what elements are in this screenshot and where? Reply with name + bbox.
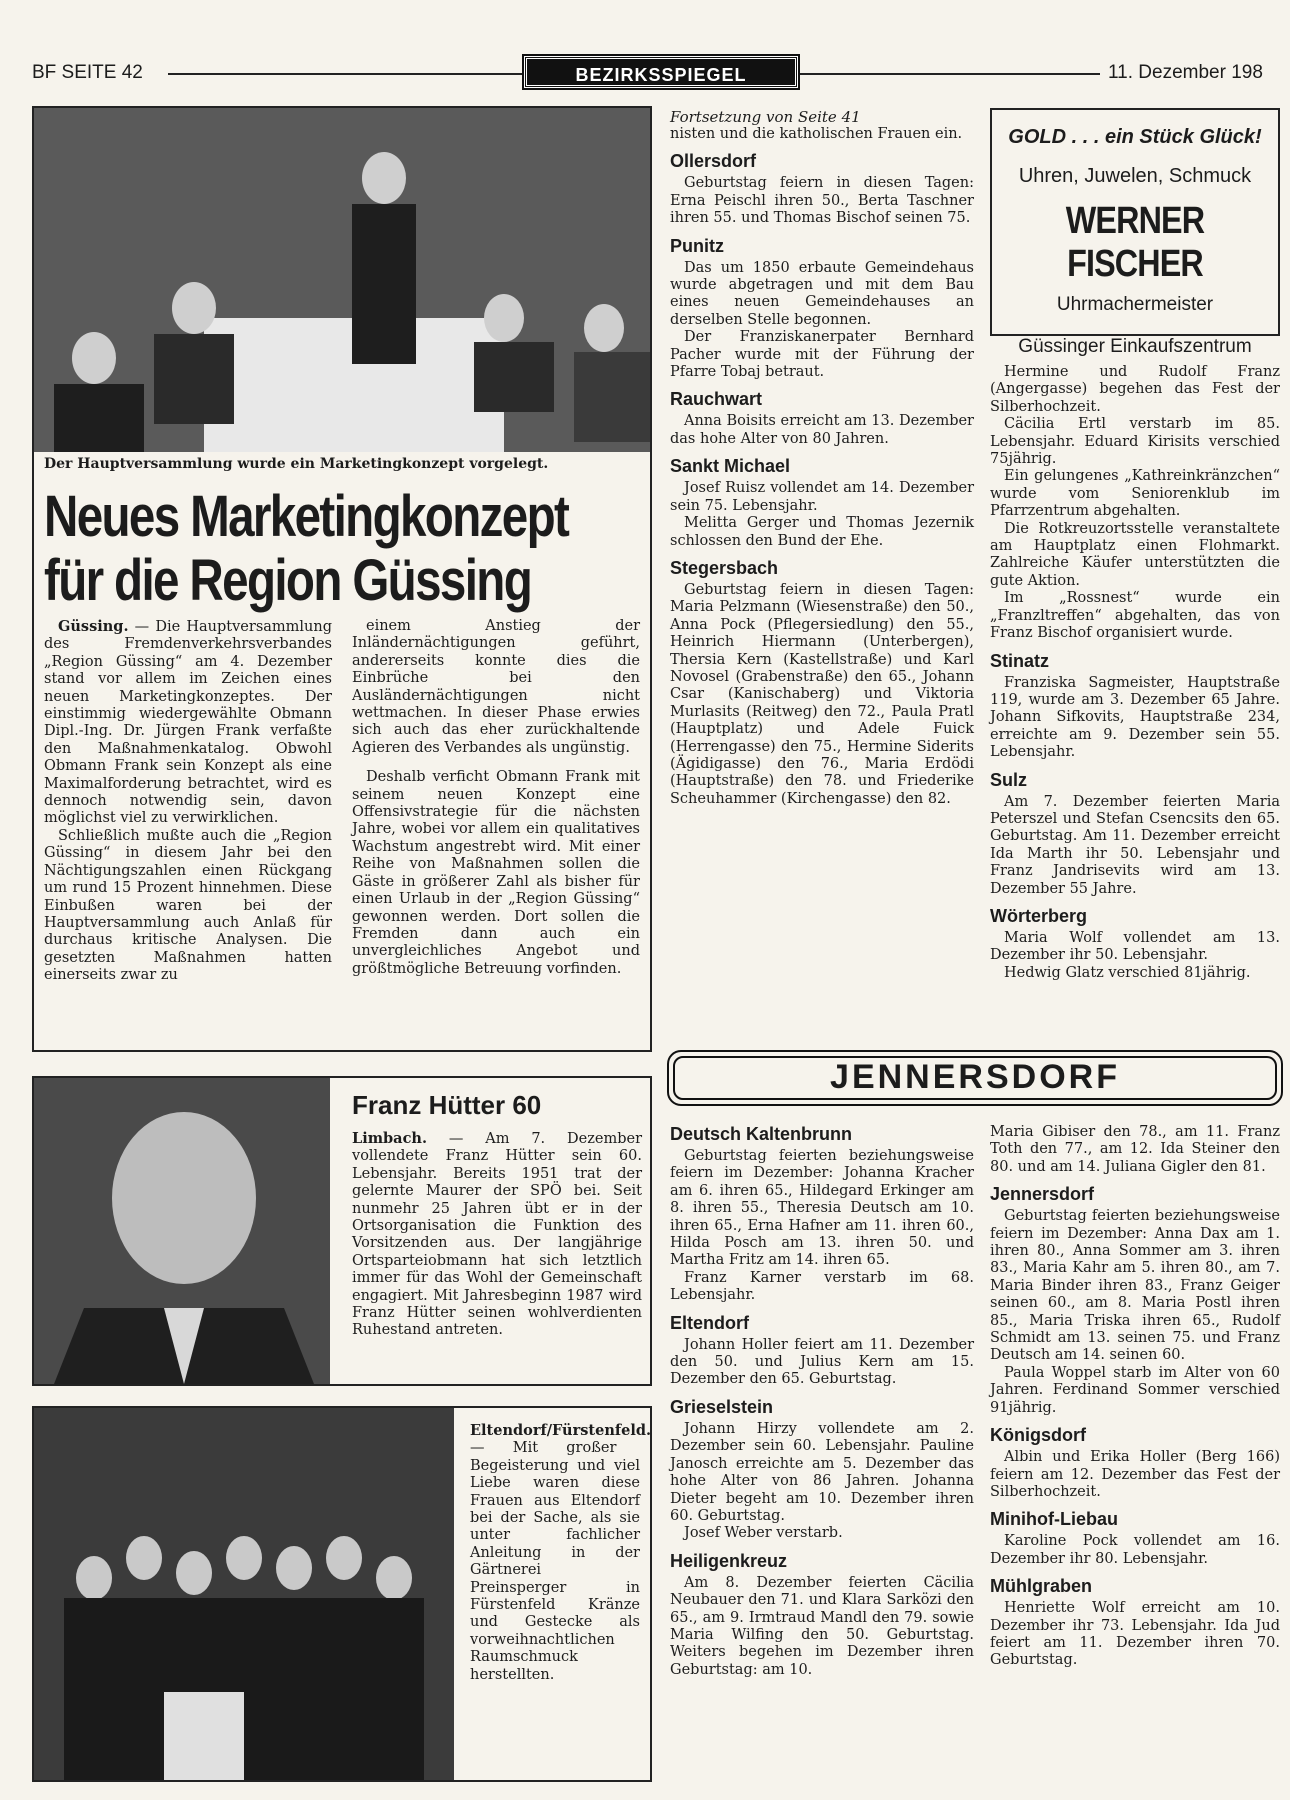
women-group-photo	[34, 1408, 454, 1780]
paragraph: Geburtstag feiern in diesen Tagen: Erna Peischl ihren 50., Berta Taschner ihren 55. und Thomas Bischof seinen 75.	[670, 175, 974, 227]
huetter-text	[352, 1130, 642, 1340]
section-title: Rauchwart	[670, 389, 763, 410]
paragraph: Geburtstag feierten beziehungsweise feiern im Dezember: Anna Dax am 1. ihren 80., Anna Sommer am 3. ihren 83., Maria Kahr am 5. ihren 80., am 7. Maria Binder ihren 83., Franz Geiger seinen 60., am 8. Maria Postl ihren 85., Maria Triska ihren 65., Rudolf Schmidt am 13. seinen 75. und Franz Deutsch am 14. seinen 60.	[990, 1208, 1280, 1364]
ad-location: Güssinger Einkaufszentrum	[1018, 336, 1252, 357]
group-illustration	[34, 1408, 454, 1780]
header-rule-left	[168, 73, 522, 75]
paragraph: Melitta Gerger und Thomas Jezernik schlossen den Bund der Ehe.	[670, 515, 974, 549]
paragraph: Anna Boisits erreicht am 13. Dezember das hohe Alter von 80 Jahren.	[670, 413, 974, 447]
eltendorf-caption	[470, 1422, 652, 1684]
paragraph: Ein gelungenes „Kathreinkränzchen“ wurde vom Seniorenklub im Pfarrzentrum abgehalten.	[990, 468, 1280, 520]
paragraph: Am 8. Dezember feierten Cäcilia Neubauer den 71. und Klara Sarközi den 65., am 9. Irmtraud Mandl den 79. sowie Maria Wilfing den 50. Geburtstag. Weiters begehen im Dezember ihren Geburtstag: am 10.	[670, 1574, 974, 1678]
section-title: Stinatz	[990, 650, 1050, 671]
paragraph: Franz Karner verstarb im 68. Lebensjahr.	[670, 1269, 974, 1304]
paragraph: Der Franziskanerpater Bernhard Pacher wurde mit der Führung der Pfarre Tobaj betraut.	[670, 329, 974, 381]
right-column	[990, 364, 1280, 982]
middle-column	[670, 108, 974, 808]
paragraph: Geburtstag feierten beziehungsweise feiern im Dezember: Johanna Kracher am 6. ihren 65., Hildegard Erkinger am 8. ihren 55., Theresia Deutsch am 10. ihren 65., Erna Hafner am 11. ihren 60., Hilda Posch am 13. ihren 50. und Martha Fritz am 14. ihren 65.	[670, 1148, 974, 1269]
page-number: BF SEITE 42	[32, 62, 143, 83]
paragraph: Maria Gibiser den 78., am 11. Franz Toth den 77., am 12. Ida Steiner den 80. und am 14. Juliana Gigler den 81.	[990, 1124, 1280, 1175]
paragraph: Die Rotkreuzortsstelle veranstaltete am Hauptplatz einen Flohmarkt. Zahlreiche Käufer unterstützten die gute Aktion.	[990, 520, 1280, 589]
paragraph: Johann Holler feiert am 11. Dezember den 50. und Julius Kern am 15. Dezember den 65. Geburtstag.	[670, 1336, 974, 1388]
paragraph: Geburtstag feiern in diesen Tagen: Maria Pelzmann (Wiesenstraße) den 50., Anna Pock (Pflegersiedlung) den 55., Heinrich Hiermann (Unterbergen), Thersia Kern (Kastellstraße) und Karl Novosel (Grabenstraße) den 65., Johann Csar (Kanischaberg) und Viktoria Murlasits (Reitweg) den 72., Paula Pratl (Hauptplatz) und Adele Fuick (Herrengasse) den 75., Hermine Siderits (Ägidigasse) den 76., Maria Erdödi (Hauptstraße) den 78. und Friederike Scheuhammer (Kirchengasse) den 82.	[670, 581, 974, 807]
paragraph: Paula Woppel starb im Alter von 60 Jahren. Ferdinand Sommer verschied 91jährig.	[990, 1364, 1280, 1416]
meeting-photo	[34, 108, 650, 452]
ad-slogan: GOLD . . . ein Stück Glück!	[1008, 126, 1262, 148]
paragraph: Am 7. Dezember feierten Maria Peterszel und Stefan Csencsits den 65. Geburtstag. Am 11. Dezember erreicht Ida Marth ihr 50. Lebensjahr und Franz Jandrisevits wird am 13. Dezember 55 Jahre.	[990, 793, 1280, 897]
lead-story-column-2	[352, 618, 640, 978]
section-title: Mühlgraben	[990, 1576, 1092, 1597]
continued-note: Fortsetzung von Seite 41	[670, 108, 861, 126]
headline-line-2: für die Region Güssing	[44, 548, 532, 613]
section-title: Wörterberg	[990, 905, 1088, 926]
section-title: Sankt Michael	[670, 456, 791, 477]
paragraph: Albin und Erika Holler (Berg 166) feiern am 12. Dezember das Fest der Silberhochzeit.	[990, 1449, 1280, 1500]
paragraph: Im „Rossnest“ wurde ein „Franzltreffen“ abgehalten, das von Franz Bischof organisiert wurde.	[990, 590, 1280, 642]
paragraph: Karoline Pock vollendet am 16. Dezember ihr 80. Lebensjahr.	[990, 1533, 1280, 1567]
ad-name: WERNER FISCHER	[1065, 200, 1205, 285]
paragraph: Josef Ruisz vollendet am 14. Dezember sein 75. Lebensjahr.	[670, 480, 974, 514]
section-title: Eltendorf	[670, 1312, 749, 1333]
paragraph: Das um 1850 erbaute Gemeindehaus wurde abgetragen und mit dem Bau eines neuen Gemeindehauses an derselben Stelle begonnen.	[670, 259, 974, 328]
paragraph: — Am 7. Dezember vollendete Franz Hütter sein 60. Lebensjahr. Bereits 1951 trat der gelernte Maurer der SPÖ bei. Seit nunmehr 25 Jahren übt er in der Ortsorganisation die Funktion des Vorsitzenden aus. Der langjährige Ortsparteiobmann hat sich letztlich immer für das Wohl der Gemeinschaft engagiert. Mit Jahresbeginn 1987 wird Franz Hütter seinen wohlverdienten Ruhestand antreten.	[352, 1131, 642, 1339]
portrait-photo	[34, 1078, 330, 1384]
jennersdorf-column-2	[990, 1124, 1280, 1670]
section-title: Stegersbach	[670, 557, 779, 578]
ad-profession: Uhrmachermeister	[1056, 294, 1214, 315]
paragraph: einem Anstieg der Inländernächtigungen geführt, andererseits konnte dies die Einbrüche bei den Ausländernächtigungen nicht wettmachen. In dieser Phase erwies sich auch das eher zurückhaltende Agieren des Verbandes als ungünstig.	[352, 618, 640, 756]
section-title: Sulz	[990, 769, 1028, 790]
dateline: Eltendorf/Fürstenfeld.	[470, 1422, 652, 1439]
paragraph: — Mit großer Begeisterung und viel Liebe waren diese Frauen aus Eltendorf bei der Sache, als sie unter fachlicher Anleitung in der Gärtnerei Preinsperger in Fürstenfeld Kränze und Gestecke als vorweihnachtlichen Raumschmuck herstellten.	[470, 1440, 640, 1683]
dateline: Güssing.	[58, 618, 129, 635]
paragraph: Schließlich mußte auch die „Region Güssing“ in diesem Jahr bei den Nächtigungszahlen einen Rückgang um rund 15 Prozent hinnehmen. Diese Einbußen waren bei der Hauptversammlung auch Anlaß für durchaus kritische Analysen. Die gesetzten Maßnahmen hatten einerseits zwar zu	[44, 827, 332, 984]
section-title: Heiligenkreuz	[670, 1550, 788, 1571]
section-title: Deutsch Kaltenbrunn	[670, 1124, 853, 1144]
ad-products: Uhren, Juwelen, Schmuck	[1018, 165, 1252, 187]
meeting-photo-illustration	[34, 108, 650, 452]
photo-caption: Der Hauptversammlung wurde ein Marketingkonzept vorgelegt.	[44, 456, 549, 472]
lead-story-column-1	[44, 618, 332, 985]
paragraph: — Die Hauptversammlung des Fremdenverkehrsverbandes „Region Güssing“ am 4. Dezember stand vor allem im Zeichen eines neuen Marketingkonzeptes. Der einstimmig wiedergewählte Obmann Dipl.-Ing. Dr. Jürgen Frank verfaßte den Maßnahmenkatalog. Obwohl Obmann Frank sein Konzept als eine Maximalforderung betrachtet, wird es dennoch notwendig sein, davon möglichst viel zu verwirklichen.	[44, 619, 332, 827]
section-title: Minihof-Liebau	[990, 1509, 1118, 1530]
section-title: Ollersdorf	[670, 151, 757, 172]
jennersdorf-column-1	[670, 1124, 974, 1679]
paragraph: Josef Weber verstarb.	[684, 1525, 843, 1542]
paragraph: Johann Hirzy vollendete am 2. Dezember sein 60. Lebensjahr. Pauline Janosch erreichte am 5. Dezember das hohe Alter von 86 Jahren. Johanna Dieter begeht am 10. Dezember ihren 60. Geburtstag.	[670, 1420, 974, 1524]
portrait-illustration	[34, 1078, 330, 1384]
dateline: Limbach.	[352, 1130, 427, 1147]
paragraph: Henriette Wolf erreicht am 10. Dezember ihr 73. Lebensjahr. Ida Jud feiert am 11. Dezember ihren 70. Geburtstag.	[990, 1600, 1280, 1669]
paragraph: Hedwig Glatz verschied 81jährig.	[1004, 964, 1251, 981]
headline-line-1: Neues Marketingkonzept	[44, 484, 569, 549]
huetter-title: Franz Hütter 60	[352, 1090, 542, 1120]
section-title: Grieselstein	[670, 1396, 774, 1417]
paragraph: Hermine und Rudolf Franz (Angergasse) begehen das Fest der Silberhochzeit.	[990, 364, 1280, 415]
paragraph: Franziska Sagmeister, Hauptstraße 119, wurde am 3. Dezember 65 Jahre. Johann Sifkovits, Hauptstraße 234, erreichte am 9. Dezember sein 55. Lebensjahr.	[990, 674, 1280, 761]
header-rule-right	[800, 73, 1100, 75]
jennersdorf-banner: JENNERSDORF	[667, 1050, 1283, 1106]
paragraph: nisten und die katholischen Frauen ein.	[670, 126, 963, 142]
section-title: Jennersdorf	[990, 1184, 1095, 1205]
paragraph: Cäcilia Ertl verstarb im 85. Lebensjahr. Eduard Kirisits verschied 75jährig.	[990, 416, 1280, 468]
issue-date: 11. Dezember 198	[1108, 62, 1263, 83]
masthead: BEZIRKSSPIEGEL	[524, 56, 798, 88]
section-title: Königsdorf	[990, 1425, 1086, 1446]
section-title: Punitz	[670, 235, 724, 256]
paragraph: Deshalb verficht Obmann Frank mit seinem neuen Konzept eine Offensivstrategie für die nächsten Jahre, wobei vor allem ein qualitatives Wachstum angestrebt wird. Mit einer Reihe von Maßnahmen sollen die Gäste in größerer Zahl als bisher für einen Urlaub in der „Region Güssing“ gewonnen werden. Dort sollen die Fremden dann auch ein unvergleichliches Angebot und größtmögliche Betreuung vorfinden.	[352, 769, 640, 977]
paragraph: Maria Wolf vollendet am 13. Dezember ihr 50. Lebensjahr.	[990, 929, 1280, 964]
jeweller-ad	[990, 108, 1280, 357]
